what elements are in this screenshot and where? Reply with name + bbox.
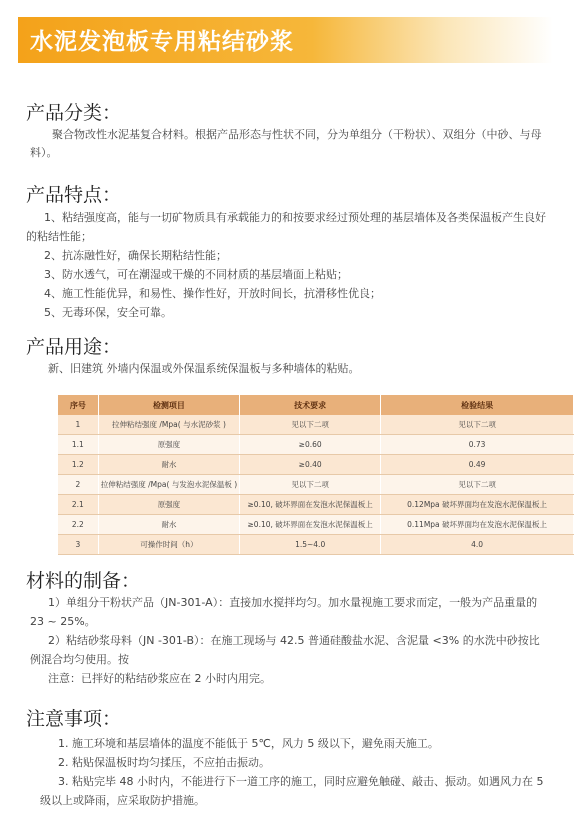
notes-heading: 注意事项： bbox=[26, 708, 122, 730]
preparation-item: 2）粘结砂浆母料（JN -301-B）：在施工现场与 42.5 普通硅酸盐水泥、含泥量 <3% 的水洗中砂按比例混合均匀使用。按 bbox=[30, 634, 540, 666]
notes-item: 1. 施工环境和基层墙体的温度不能低于 5℃，风力 5 级以下，避免雨天施工。 bbox=[58, 737, 439, 750]
table-cell: ≥0.60 bbox=[240, 435, 381, 455]
table-cell: 拉伸粘结强度 /Mpa( 与发泡水泥保温板 ) bbox=[98, 475, 239, 495]
notes-item: 3. 粘贴完毕 48 小时内，不能进行下一道工序的施工，同时应避免触碰、敲击、振动。如遇风力在 5 级以上或降雨，应采取防护措施。 bbox=[40, 775, 544, 807]
preparation-item: 1）单组分干粉状产品（JN-301-A）：直接加水搅拌均匀。加水量视施工要求而定，一般为产品重量的 23 ~ 25%。 bbox=[30, 596, 538, 628]
features-heading: 产品特点： bbox=[26, 184, 122, 206]
table-row bbox=[58, 515, 574, 535]
table-cell: 4.0 bbox=[381, 535, 574, 555]
classification-heading: 产品分类： bbox=[26, 102, 122, 124]
preparation-heading: 材料的制备： bbox=[26, 570, 141, 592]
table-cell: 耐水 bbox=[98, 515, 239, 535]
table-header-cell: 检验结果 bbox=[381, 395, 574, 415]
table-cell: ≥0.40 bbox=[240, 455, 381, 475]
table-cell: 1.2 bbox=[58, 455, 98, 475]
spec-table bbox=[58, 395, 574, 555]
features-item: 2、抗冻融性好，确保长期粘结性能； bbox=[44, 249, 227, 262]
table-cell: 0.12Mpa 破坏界面均在发泡水泥保温板上 bbox=[381, 495, 574, 515]
table-cell: 1.1 bbox=[58, 435, 98, 455]
table-cell: 2 bbox=[58, 475, 98, 495]
usage-text: 新、旧建筑 外墙内保温或外保温系统保温板与多种墙体的粘贴。 bbox=[48, 362, 360, 375]
table-cell: 见以下二项 bbox=[240, 475, 381, 495]
features-item: 4、施工性能优异，和易性、操作性好，开放时间长，抗滑移性优良； bbox=[44, 287, 381, 300]
table-cell: 见以下二项 bbox=[381, 475, 574, 495]
table-row bbox=[58, 455, 574, 475]
table-header-row bbox=[58, 395, 574, 415]
table-cell: ≥0.10, 破坏界面在发泡水泥保温板上 bbox=[240, 515, 381, 535]
table-cell: 1.5~4.0 bbox=[240, 535, 381, 555]
title-banner bbox=[18, 17, 553, 63]
table-row bbox=[58, 495, 574, 515]
preparation-list bbox=[30, 593, 550, 688]
table-cell: 见以下二项 bbox=[240, 415, 381, 435]
features-list bbox=[26, 208, 554, 322]
table-cell: 耐水 bbox=[98, 455, 239, 475]
table-header-cell: 序号 bbox=[58, 395, 98, 415]
classification-text: 聚合物改性水泥基复合材料。根据产品形态与性状不同，分为单组分（干粉状）、双组分（中砂、与母料）。 bbox=[30, 128, 542, 159]
preparation-item: 注意：已拌好的粘结砂浆应在 2 小时内用完。 bbox=[48, 672, 271, 685]
table-row bbox=[58, 535, 574, 555]
table-cell: ≥0.10, 破坏界面在发泡水泥保温板上 bbox=[240, 495, 381, 515]
features-item: 5、无毒环保，安全可靠。 bbox=[44, 306, 172, 319]
table-cell: 0.49 bbox=[381, 455, 574, 475]
page-title: 水泥发泡板专用粘结砂浆 bbox=[30, 29, 294, 55]
features-item: 3、防水透气，可在潮湿或干燥的不同材质的基层墙面上粘贴； bbox=[44, 268, 348, 281]
table-row bbox=[58, 415, 574, 435]
notes-item: 2. 粘贴保温板时均匀揉压，不应拍击振动。 bbox=[58, 756, 270, 769]
usage-heading: 产品用途： bbox=[26, 336, 122, 358]
table-cell: 0.11Mpa 破坏界面均在发泡水泥保温板上 bbox=[381, 515, 574, 535]
table-cell: 原强度 bbox=[98, 435, 239, 455]
table-cell: 2.2 bbox=[58, 515, 98, 535]
table-row bbox=[58, 435, 574, 455]
table-cell: 拉伸粘结强度 /Mpa( 与水泥砂浆 ) bbox=[98, 415, 239, 435]
table-header-cell: 技术要求 bbox=[240, 395, 381, 415]
table-cell: 可操作时间（h） bbox=[98, 535, 239, 555]
table-cell: 0.73 bbox=[381, 435, 574, 455]
features-item: 1、粘结强度高，能与一切矿物质具有承载能力的和按要求经过预处理的基层墙体及各类保温板产生良好的粘结性能； bbox=[26, 211, 546, 243]
table-cell: 2.1 bbox=[58, 495, 98, 515]
table-cell: 1 bbox=[58, 415, 98, 435]
table-row bbox=[58, 475, 574, 495]
table-cell: 3 bbox=[58, 535, 98, 555]
table-cell: 见以下二项 bbox=[381, 415, 574, 435]
table-header-cell: 检测项目 bbox=[98, 395, 239, 415]
table-cell: 原强度 bbox=[98, 495, 239, 515]
notes-list bbox=[40, 734, 550, 810]
